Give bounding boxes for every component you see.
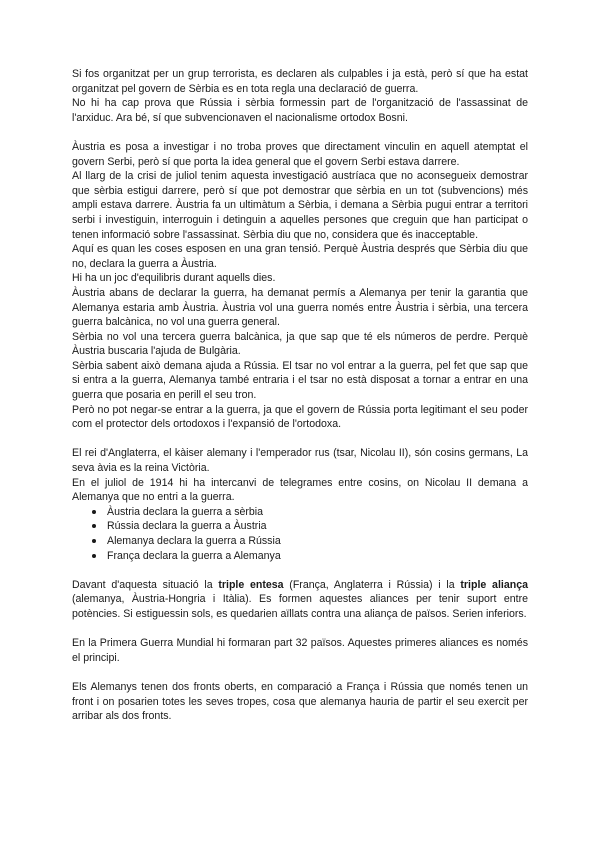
paragraph: En la Primera Guerra Mundial hi formaran part 32 països. Aquestes primeres aliances es només el principi. [72,637,528,664]
paragraph: No hi ha cap prova que Rússia i sèrbia formessin part de l'organització de l'assassinat de l'arxiduc. Ara bé, sí que subvencionaven el nacionalisme ortodox Bosni. [72,97,528,124]
alliances-intro: Davant d'aquesta situació la [72,578,219,591]
paragraph-gap [72,665,528,680]
paragraph: Els Alemanys tenen dos fronts oberts, en comparació a França i Rússia que només tenen un front i on posarien totes les seves tropes, cosa que alemanya hauria de partir el seu exercit per arribar als dos fronts. [72,680,528,723]
alliances-rest: (alemanya, Àustria-Hongria i Itàlia). Es formen aquestes aliances per tenir suport entre potències. Si estiguessin sols, es quedarien aïllats contra una aliança de països. Serien inferiors. [72,593,528,620]
list-item: Alemanya declara la guerra a Rússia [90,534,528,549]
paragraph: En el juliol de 1914 hi ha intercanvi de telegrames entre cosins, on Nicolau II demana a Alemanya que no entri a la guerra. [72,476,528,504]
paragraph-gap [72,563,528,578]
list-item: Rússia declara la guerra a Àustria [90,519,528,534]
paragraph: Si fos organitzat per un grup terrorista, es declaren als culpables i ja està, però sí que ha estat organitzat pel govern de Sèrbia es en tota regla una declaració de guerra. [72,68,528,95]
alliances-paragraph [72,578,528,622]
list-item: França declara la guerra a Alemanya [90,549,528,564]
paragraph: Però no pot negar-se entrar a la guerra, ja que el govern de Rússia porta legitimant el seu poder com el protector dels ortodoxos i l'expansió de l'ortodoxa. [72,403,528,431]
paragraph-gap [72,622,528,637]
paragraph: Àustria abans de declarar la guerra, ha demanat permís a Alemanya per tenir la garantia que Alemanya estaria amb Àustria. Àustria vol una guerra només entre Àustria i sèrbia, una tercera guerra balcànica, no vol una guerra general. [72,286,528,329]
paragraph: El rei d'Anglaterra, el kàiser alemany i l'emperador rus (tsar, Nicolau II), són cosins germans, La seva àvia es la reina Victòria. [72,447,528,475]
triple-entente-term: triple entesa [218,578,284,591]
paragraph: Àustria es posa a investigar i no troba proves que directament vinculin en aquell atemptat el govern Serbi, però sí que porta la idea general que el govern Serbi estava darrere. [72,140,528,168]
paragraph: Sèrbia sabent això demana ajuda a Rússia. El tsar no vol entrar a la guerra, pel fet que sap que si entra a la guerra, Alemanya també entraria i el tsar no està disposat a tornar a entrar en una guerra que posaria en perill el seu tron. [72,359,528,402]
paragraph: Aquí es quan les coses esposen en una gran tensió. Perquè Àustria després que Sèrbia diu que no, declara la guerra a Àustria. [72,243,528,270]
entente-members: (França, Anglaterra i Rússia) i la [283,578,461,591]
paragraph: Sèrbia no vol una tercera guerra balcànica, ja que sap que té els números de perdre. Perquè Àustria buscaria l'ajuda de Bulgària. [72,330,528,358]
triple-alliance-term: triple aliança [460,578,528,591]
list-item: Àustria declara la guerra a sèrbia [90,505,528,520]
paragraph-gap [72,125,528,140]
document-body [72,67,528,724]
paragraph: Hi ha un joc d'equilibris durant aquells dies. [72,272,276,285]
paragraph: Al llarg de la crisi de juliol tenim aquesta investigació austríaca que no aconsegueix demostrar que sèrbia estigui darrere, però sí que pot demostrar que sèrbia en un tot (subvencions) més ampli estava darrere. Àustria fa un ultimàtum a Sèrbia, i demana a Sèrbia pugui entrar a territori serbi i investiguin, interroguin i detinguin a aquelles persones que creguin que han participat o tenen informació sobre l'assassinat. Sèrbia diu que no, considera que és inacceptable. [72,170,528,241]
declarations-list [72,505,528,563]
paragraph-gap [72,432,528,447]
